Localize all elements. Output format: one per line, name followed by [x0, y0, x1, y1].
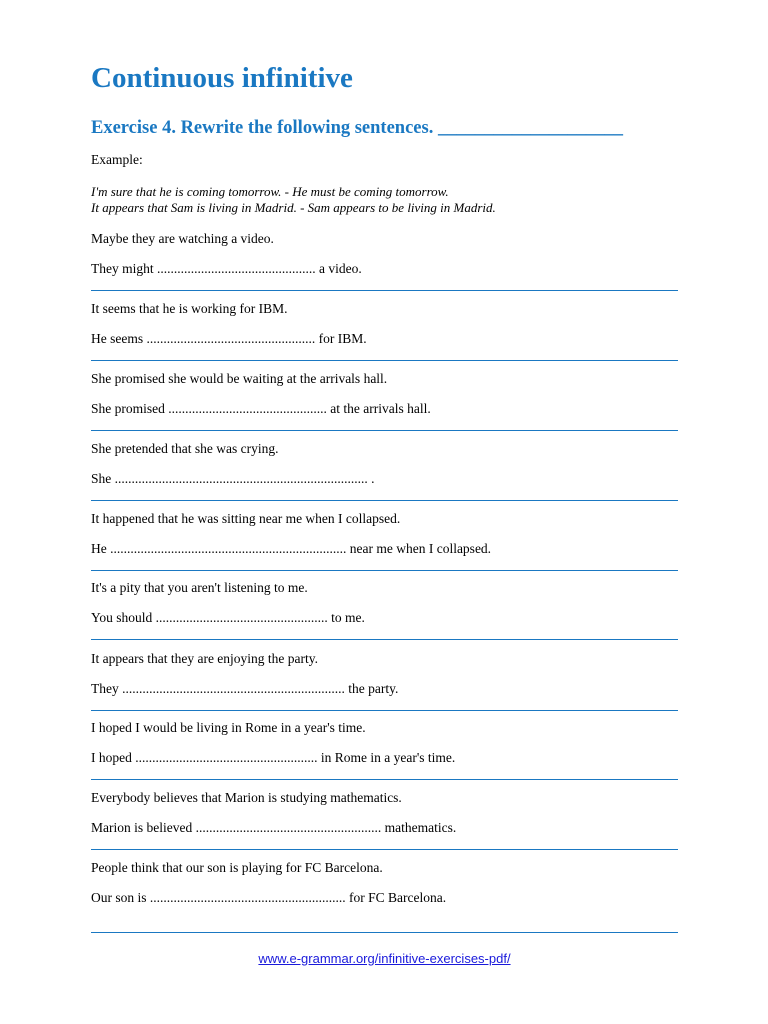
item-divider: [91, 500, 678, 501]
item-answer-line: They might ............................................... a video.: [91, 261, 362, 276]
item-divider: [91, 639, 678, 640]
footer-link[interactable]: www.e-grammar.org/infinitive-exercises-pdf/: [258, 951, 511, 966]
exercise-item: [91, 719, 678, 789]
item-divider: [91, 570, 678, 571]
item-question: Everybody believes that Marion is studying mathematics.: [91, 790, 402, 805]
item-question: Maybe they are watching a video.: [91, 231, 274, 246]
exercise-item: [91, 300, 678, 370]
item-answer-line: I hoped ...................................................... in Rome in a year's time.: [91, 750, 456, 765]
item-answer-line: You should ................................................... to me.: [91, 610, 365, 625]
item-answer-line: Marion is believed ....................................................... mathematics.: [91, 820, 457, 835]
item-answer-line: He seems .................................................. for IBM.: [91, 331, 367, 346]
exercise-item: [91, 510, 678, 580]
item-divider: [91, 290, 678, 291]
item-question: I hoped I would be living in Rome in a year's time.: [91, 720, 366, 735]
item-answer-line: Our son is .......................................................... for FC Barcelona.: [91, 890, 447, 905]
footer: [91, 950, 678, 968]
item-answer-line: He ...................................................................... near me when I collapsed.: [91, 541, 492, 556]
item-divider: [91, 430, 678, 431]
item-divider: [91, 360, 678, 361]
item-question: She pretended that she was crying.: [91, 441, 279, 456]
example-line: I'm sure that he is coming tomorrow. - He must be coming tomorrow.: [91, 184, 449, 199]
item-answer-line: She promised ............................................... at the arrivals hall.: [91, 401, 431, 416]
page-title: Continuous infinitive: [91, 62, 353, 94]
item-question: It happened that he was sitting near me when I collapsed.: [91, 511, 401, 526]
item-divider: [91, 779, 678, 780]
exercise-item: [91, 579, 678, 649]
item-question: It appears that they are enjoying the party.: [91, 651, 319, 666]
item-question: People think that our son is playing for FC Barcelona.: [91, 860, 383, 875]
exercise-item: [91, 650, 678, 720]
item-divider: [91, 849, 678, 850]
exercise-item: [91, 370, 678, 440]
worksheet-page: [91, 0, 678, 1024]
exercise-item: [91, 230, 678, 300]
exercise-item: [91, 789, 678, 859]
item-question: It seems that he is working for IBM.: [91, 301, 288, 316]
exercise-heading: Exercise 4. Rewrite the following sentences. ____________________: [91, 118, 623, 138]
example-line: It appears that Sam is living in Madrid. - Sam appears to be living in Madrid.: [91, 200, 496, 215]
item-answer-line: She ........................................................................... .: [91, 471, 375, 486]
item-divider: [91, 710, 678, 711]
item-question: It's a pity that you aren't listening to me.: [91, 580, 308, 595]
item-answer-line: They .................................................................. the party.: [91, 681, 399, 696]
item-question: She promised she would be waiting at the arrivals hall.: [91, 371, 388, 386]
exercise-item: [91, 440, 678, 510]
example-block: [91, 184, 496, 216]
exercise-item: [91, 859, 678, 929]
bottom-divider: [91, 932, 678, 933]
example-label: Example:: [91, 152, 143, 167]
